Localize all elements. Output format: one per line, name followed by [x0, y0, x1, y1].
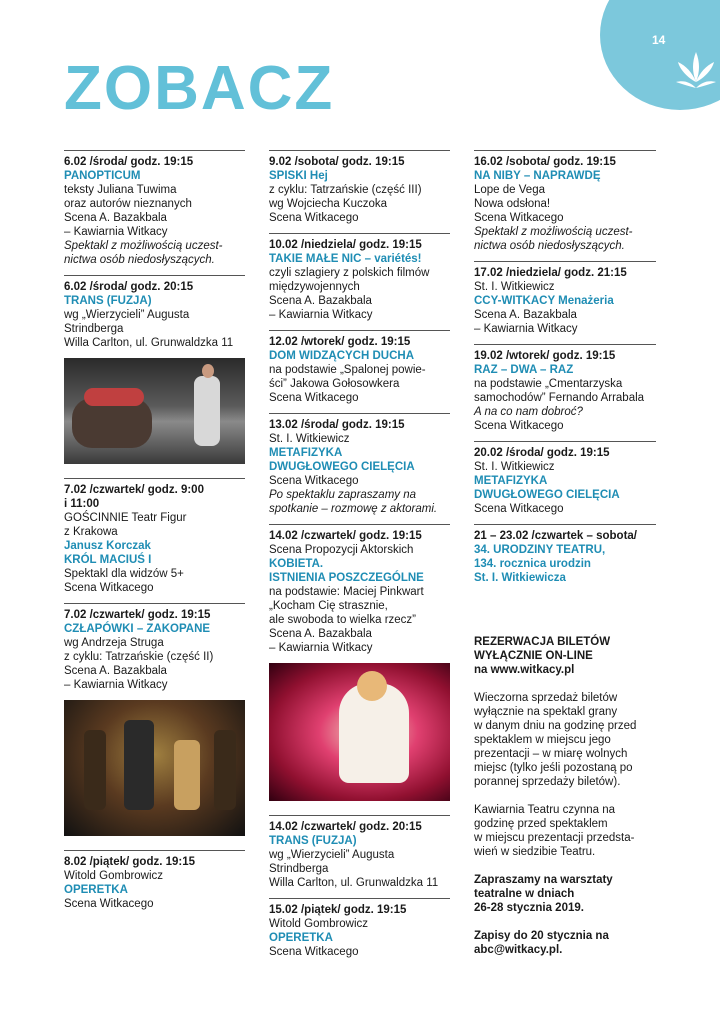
column-2	[269, 150, 450, 967]
event-line: Scena Witkacego	[64, 582, 154, 594]
event-author: Witold Gombrowicz	[64, 870, 164, 882]
event-line: Scena A. Bazakbala	[474, 309, 577, 321]
event-date: 21 – 23.02 /czwartek – sobota/	[474, 530, 638, 542]
event-line: międzywojennych	[269, 281, 360, 293]
event-line: Willa Carlton, ul. Grunwaldzka 11	[269, 877, 439, 889]
reservation-link[interactable]: na www.witkacy.pl	[474, 664, 575, 676]
info-block	[474, 635, 656, 957]
event-line: samochodów” Fernando Arrabala	[474, 392, 645, 404]
event-date-cont: i 11:00	[64, 498, 100, 510]
event-line: Scena A. Bazakbala	[269, 628, 372, 640]
event-title-cont: DWUGŁOWEGO CIELĘCIA	[269, 461, 415, 473]
event-line: na podstawie „Cmentarzyska	[474, 378, 623, 390]
event-line: Scena A. Bazakbala	[64, 212, 167, 224]
reservation-line: WYŁĄCZNIE ON-LINE	[474, 650, 593, 662]
workshops-info	[474, 873, 656, 915]
event-line: oraz autorów nieznanych	[64, 198, 192, 210]
evening-sale-info	[474, 691, 656, 789]
event-entry	[474, 150, 656, 253]
event-title: RAZ – DWA – RAZ	[474, 364, 574, 376]
event-line: wg „Wierzycieli” Augusta	[269, 849, 395, 861]
event-date: 19.02 /wtorek/ godz. 19:15	[474, 350, 616, 362]
event-line: Strindberga	[64, 323, 124, 335]
signup-info	[474, 929, 656, 957]
info-line: Kawiarnia Teatru czynna na	[474, 804, 616, 816]
event-note: nictwa osób niedosłyszących.	[64, 254, 215, 266]
event-title: KOBIETA.	[269, 558, 324, 570]
event-title-cont: St. I. Witkiewicza	[474, 572, 566, 584]
event-line: wg Andrzeja Struga	[64, 637, 164, 649]
event-title: OPERETKA	[64, 884, 128, 896]
event-line: z Krakowa	[64, 526, 118, 538]
info-line: wyłącznie na spektakl grany	[474, 706, 618, 718]
photo-czlapowki	[64, 700, 245, 836]
event-line: Scena Witkacego	[269, 946, 359, 958]
event-line: Scena Witkacego	[269, 392, 359, 404]
event-title: TAKIE MAŁE NIC – variétés!	[269, 253, 422, 265]
info-line: spektaklem w miejscu jego	[474, 734, 611, 746]
event-author: Witold Gombrowicz	[269, 918, 369, 930]
photo-kobieta	[269, 663, 450, 801]
info-line: wień w siedzibie Teatru.	[474, 846, 596, 858]
event-entry	[474, 524, 656, 585]
event-author: St. I. Witkiewicz	[474, 461, 555, 473]
info-line: miejsc (tylko jeśli pozostaną po	[474, 762, 633, 774]
event-title: PANOPTICUM	[64, 170, 141, 182]
event-line: na podstawie „Spalonej powie-	[269, 364, 426, 376]
event-line: – Kawiarnia Witkacy	[474, 323, 578, 335]
event-line: wg Wojciecha Kuczoka	[269, 198, 388, 210]
photo-trans-fuzja	[64, 358, 245, 464]
page-title: ZOBACZ	[64, 54, 335, 123]
event-date: 7.02 /czwartek/ godz. 19:15	[64, 609, 211, 621]
event-note: Spektakl z możliwością uczest-	[64, 240, 223, 252]
event-date: 13.02 /środa/ godz. 19:15	[269, 419, 405, 431]
event-title: METAFIZYKA	[474, 475, 548, 487]
event-line: Scena Witkacego	[474, 503, 564, 515]
event-line: Scena A. Bazakbala	[269, 295, 372, 307]
info-line: godzinę przed spektaklem	[474, 818, 608, 830]
event-line: – Kawiarnia Witkacy	[64, 226, 168, 238]
event-entry	[64, 275, 245, 350]
event-author: St. I. Witkiewicz	[269, 433, 350, 445]
event-date: 7.02 /czwartek/ godz. 9:00	[64, 484, 204, 496]
signup-email[interactable]: abc@witkacy.pl.	[474, 944, 563, 956]
column-1	[64, 150, 245, 919]
info-line: prezentacji – w miarę wolnych	[474, 748, 628, 760]
event-line: – Kawiarnia Witkacy	[269, 309, 373, 321]
event-title-cont: DWUGŁOWEGO CIELĘCIA	[474, 489, 620, 501]
event-entry	[474, 261, 656, 336]
column-3	[474, 150, 656, 971]
event-title: NA NIBY – NAPRAWDĘ	[474, 170, 601, 182]
event-entry	[64, 478, 245, 595]
event-line: z cyklu: Tatrzańskie (część II)	[64, 651, 214, 663]
event-line: czyli szlagiery z polskich filmów	[269, 267, 430, 279]
event-note: nictwa osób niedosłyszących.	[474, 240, 625, 252]
event-title: 34. URODZINY TEATRU,	[474, 544, 606, 556]
event-line: „Kocham Cię strasznie,	[269, 600, 388, 612]
event-entry	[64, 150, 245, 267]
event-title-cont: ISTNIENIA POSZCZEGÓLNE	[269, 572, 424, 584]
event-entry	[269, 524, 450, 655]
leaf-logo-icon	[672, 48, 720, 96]
event-title: CZŁAPÓWKI – ZAKOPANE	[64, 623, 211, 635]
info-line: teatralne w dniach	[474, 888, 575, 900]
event-line: – Kawiarnia Witkacy	[269, 642, 373, 654]
event-author: Janusz Korczak	[64, 540, 151, 552]
event-line: Scena Witkacego	[474, 212, 564, 224]
event-date: 10.02 /niedziela/ godz. 19:15	[269, 239, 422, 251]
event-date: 15.02 /piątek/ godz. 19:15	[269, 904, 407, 916]
event-note: spotkanie – rozmowę z aktorami.	[269, 503, 438, 515]
event-date: 20.02 /środa/ godz. 19:15	[474, 447, 610, 459]
event-date: 8.02 /piątek/ godz. 19:15	[64, 856, 196, 868]
event-line: Strindberga	[269, 863, 329, 875]
event-title: METAFIZYKA	[269, 447, 343, 459]
event-line: Lope de Vega	[474, 184, 545, 196]
event-line: na podstawie: Maciej Pinkwart	[269, 586, 424, 598]
event-date: 17.02 /niedziela/ godz. 21:15	[474, 267, 627, 279]
event-line: Nowa odsłona!	[474, 198, 551, 210]
event-entry	[269, 150, 450, 225]
event-date: 14.02 /czwartek/ godz. 19:15	[269, 530, 422, 542]
event-title: TRANS (FUZJA)	[269, 835, 357, 847]
event-line: wg „Wierzycieli” Augusta	[64, 309, 190, 321]
event-entry	[269, 233, 450, 322]
info-line: Wieczorna sprzedaż biletów	[474, 692, 618, 704]
event-note: A na co nam dobroć?	[474, 406, 583, 418]
reservation-line: REZERWACJA BILETÓW	[474, 636, 611, 648]
event-entry	[269, 898, 450, 959]
event-line: z cyklu: Tatrzańskie (część III)	[269, 184, 422, 196]
event-date: 16.02 /sobota/ godz. 19:15	[474, 156, 616, 168]
event-title-cont: 134. rocznica urodzin	[474, 558, 591, 570]
event-entry	[64, 850, 245, 911]
info-line: 26-28 stycznia 2019.	[474, 902, 584, 914]
event-note: Spektakl z możliwością uczest-	[474, 226, 633, 238]
event-line: Scena Witkacego	[269, 212, 359, 224]
page-number: 14	[652, 33, 666, 47]
event-line: teksty Juliana Tuwima	[64, 184, 177, 196]
event-line: Scena Witkacego	[269, 475, 359, 487]
info-line: w miejscu prezentacji przedsta-	[474, 832, 635, 844]
event-line: Spektakl dla widzów 5+	[64, 568, 184, 580]
event-date: 12.02 /wtorek/ godz. 19:15	[269, 336, 411, 348]
event-line: ale swoboda to wielka rzecz”	[269, 614, 417, 626]
info-line: Zapraszamy na warsztaty	[474, 874, 613, 886]
event-line: Scena A. Bazakbala	[64, 665, 167, 677]
event-date: 6.02 /środa/ godz. 20:15	[64, 281, 194, 293]
info-line: w danym dniu na godzinę przed	[474, 720, 637, 732]
event-entry	[474, 344, 656, 433]
event-line: GOŚCINNIE Teatr Figur	[64, 512, 187, 524]
info-line: Zapisy do 20 stycznia na	[474, 930, 609, 942]
event-title: TRANS (FUZJA)	[64, 295, 152, 307]
event-line: – Kawiarnia Witkacy	[64, 679, 168, 691]
event-title: CCY-WITKACY Menażeria	[474, 295, 614, 307]
event-line: Scena Witkacego	[64, 898, 154, 910]
event-entry	[474, 441, 656, 516]
cafe-info	[474, 803, 656, 859]
event-entry	[269, 413, 450, 516]
event-title: OPERETKA	[269, 932, 333, 944]
event-line: Willa Carlton, ul. Grunwaldzka 11	[64, 337, 234, 349]
event-line: Scena Witkacego	[474, 420, 564, 432]
event-date: 6.02 /środa/ godz. 19:15	[64, 156, 194, 168]
event-date: 9.02 /sobota/ godz. 19:15	[269, 156, 405, 168]
event-author: St. I. Witkiewicz	[474, 281, 555, 293]
event-entry	[269, 330, 450, 405]
reservation-info	[474, 635, 656, 677]
info-line: porannej sprzedaży biletów).	[474, 776, 621, 788]
event-entry	[64, 603, 245, 692]
event-title: KRÓL MACIUŚ I	[64, 554, 152, 566]
event-line: ści” Jakowa Gołosowkera	[269, 378, 400, 390]
event-title: SPISKI Hej	[269, 170, 328, 182]
event-title: DOM WIDZĄCYCH DUCHA	[269, 350, 415, 362]
event-author: Scena Propozycji Aktorskich	[269, 544, 414, 556]
event-entry	[269, 815, 450, 890]
event-note: Po spektaklu zapraszamy na	[269, 489, 417, 501]
event-date: 14.02 /czwartek/ godz. 20:15	[269, 821, 422, 833]
